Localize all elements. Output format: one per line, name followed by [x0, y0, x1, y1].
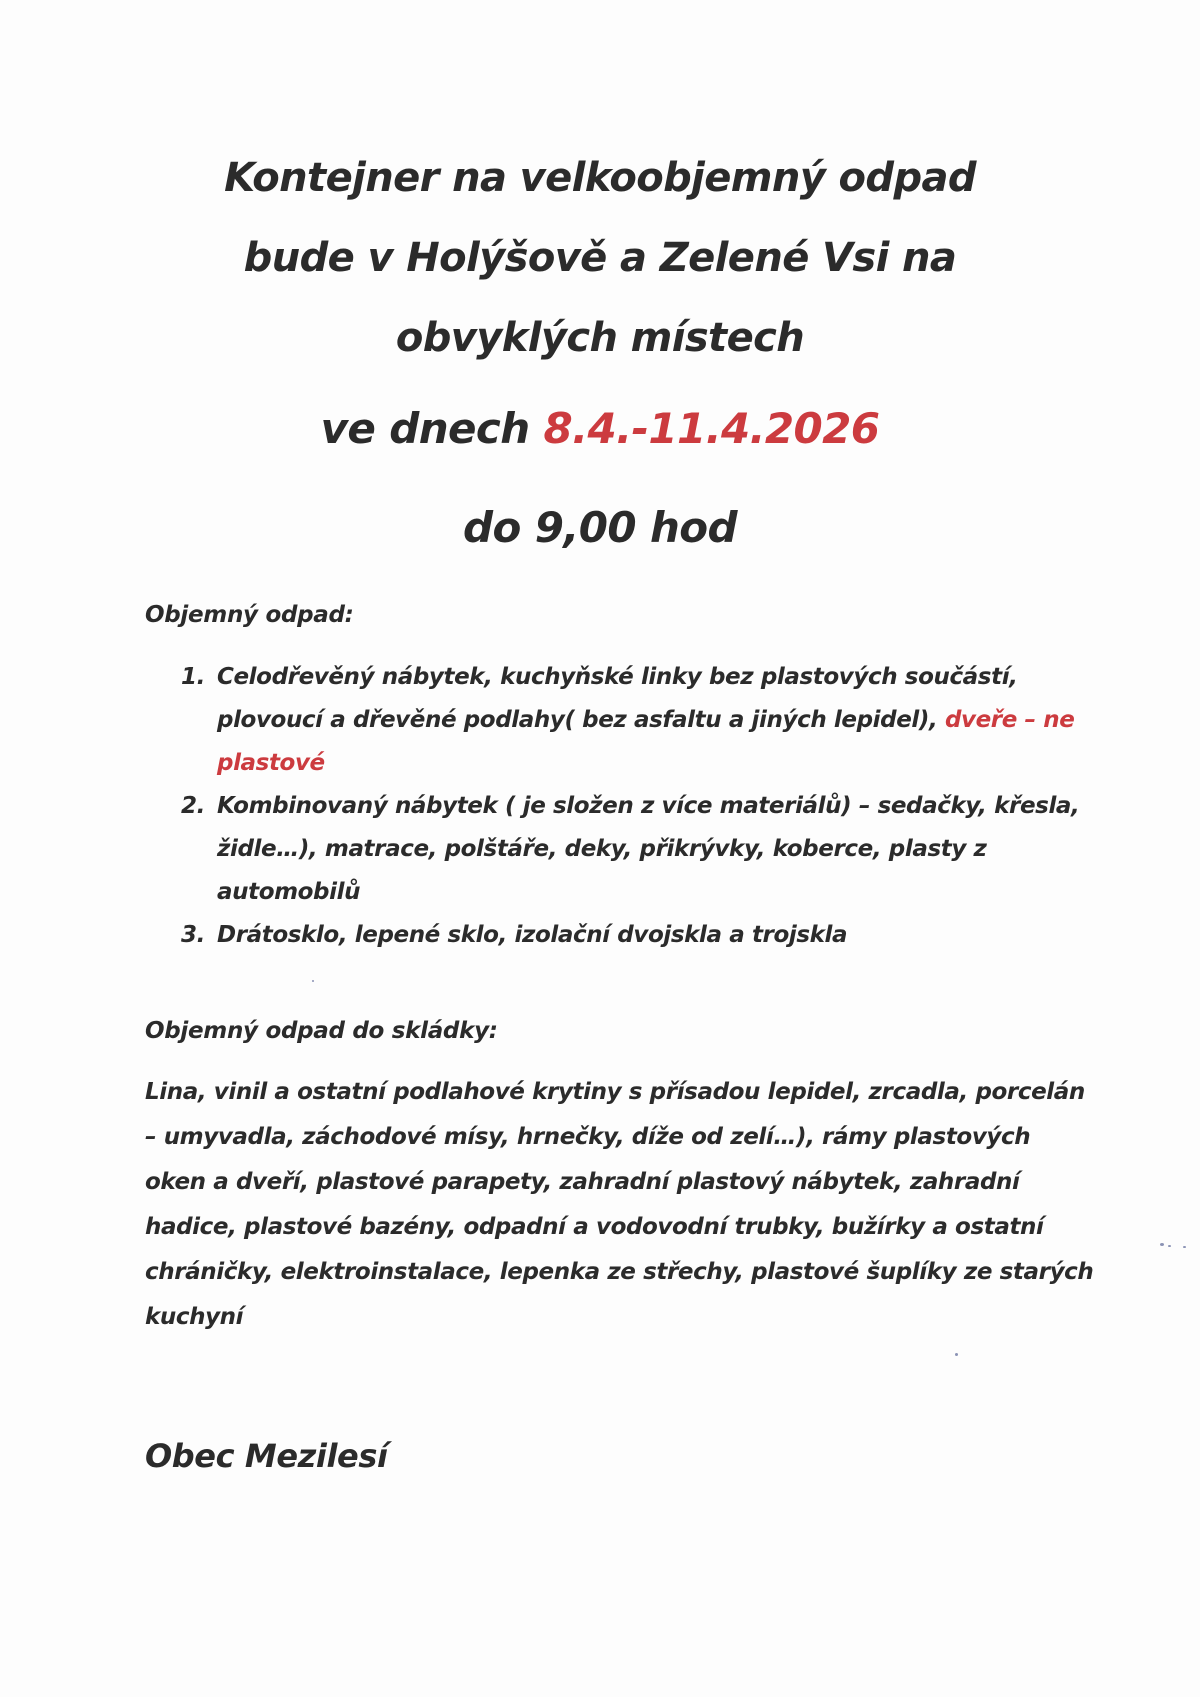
bulky-waste-heading: Objemný odpad:	[145, 602, 354, 628]
list-item-number: 3.	[181, 922, 205, 948]
collection-dates	[0, 404, 1200, 453]
landfill-waste-text: Lina, vinil a ostatní podlahové krytiny s přísadou lepidel, zrcadla, porcelán – umyvadla, záchodové mísy, hrnečky, díže od zelí…), rámy plastových oken a dveří, plastové parapety, zahradní plastový nábytek, zahradní hadice, plastové bazény, odpadní a vodovodní trubky, bužírky a ostatní chráničky, elektroinstalace, lepenka ze střechy, plastové šuplíky ze starých kuchyní	[145, 1079, 1094, 1330]
scan-speck	[955, 1353, 958, 1356]
scan-speck	[1168, 1245, 1171, 1247]
list-item	[145, 914, 1085, 957]
dates-value: 8.4.-11.4.2026	[543, 404, 880, 453]
title-line-1: Kontejner na velkoobjemný odpad	[224, 155, 976, 201]
notice-title	[0, 138, 1200, 378]
list-item-number: 1.	[181, 664, 205, 690]
list-item	[145, 785, 1085, 914]
list-item-text: Kombinovaný nábytek ( je složen z více materiálů) – sedačky, křesla, židle…), matrace, polštáře, deky, přikrývky, koberce, plasty z automobilů	[217, 793, 1080, 905]
list-item-highlight: dveře – ne plastové	[217, 707, 1075, 776]
scan-speck	[312, 980, 314, 982]
signature: Obec Mezilesí	[145, 1437, 388, 1475]
scan-speck	[1160, 1243, 1164, 1246]
title-line-3: obvyklých místech	[395, 315, 805, 361]
title-line-2: bude v Holýšově a Zelené Vsi na	[243, 235, 957, 281]
bulky-waste-list	[145, 656, 1085, 957]
dates-prefix: ve dnech	[320, 404, 544, 453]
list-item-text: Celodřevěný nábytek, kuchyňské linky bez plastových součástí, plovoucí a dřevěné podlahy( bez asfaltu a jiných lepidel),	[217, 664, 1018, 733]
landfill-waste-heading: Objemný odpad do skládky:	[145, 1018, 498, 1044]
scan-speck	[1183, 1246, 1186, 1248]
deadline-time: do 9,00 hod	[462, 503, 737, 552]
list-item	[145, 656, 1085, 785]
list-item-text: Drátosklo, lepené sklo, izolační dvojskla a trojskla	[217, 922, 848, 948]
list-item-number: 2.	[181, 793, 205, 819]
